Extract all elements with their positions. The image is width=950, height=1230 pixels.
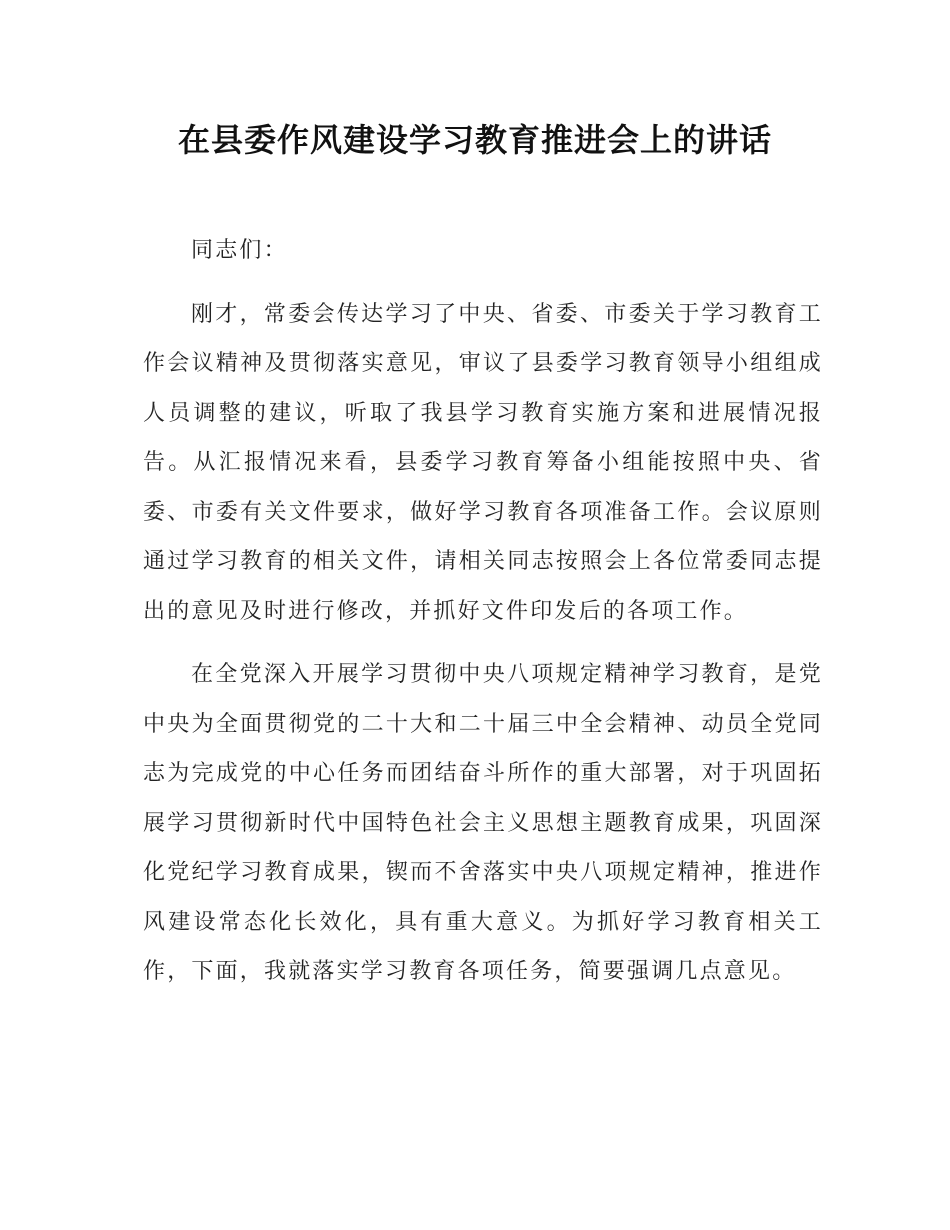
salutation: 同志们： bbox=[191, 238, 288, 263]
paragraph-2: 在全党深入开展学习贯彻中央八项规定精神学习教育，是党中央为全面贯彻党的二十大和二十届三中全会精神、动员全党同志为完成党的中心任务而团结奋斗所作的重大部署，对于巩固拓展学习贯彻新时代中国特色社会主义思想主题教育成果，巩固深化党纪学习教育成果，锲而不舍落实中央八项规定精神，推进作风建设常态化长效化，具有重大意义。为抓好学习教育相关工作，下面，我就落实学习教育各项任务，简要强调几点意见。 bbox=[143, 662, 823, 984]
paragraph-1: 刚才，常委会传达学习了中央、省委、市委关于学习教育工作会议精神及贯彻落实意见，审议了县委学习教育领导小组组成人员调整的建议，听取了我县学习教育实施方案和进展情况报告。从汇报情况来看，县委学习教育筹备小组能按照中央、省委、市委有关文件要求，做好学习教育各项准备工作。会议原则通过学习教育的相关文件，请相关同志按照会上各位常委同志提出的意见及时进行修改，并抓好文件印发后的各项工作。 bbox=[143, 301, 823, 624]
document-title: 在县委作风建设学习教育推进会上的讲话 bbox=[177, 121, 772, 159]
document-body bbox=[143, 226, 823, 1011]
